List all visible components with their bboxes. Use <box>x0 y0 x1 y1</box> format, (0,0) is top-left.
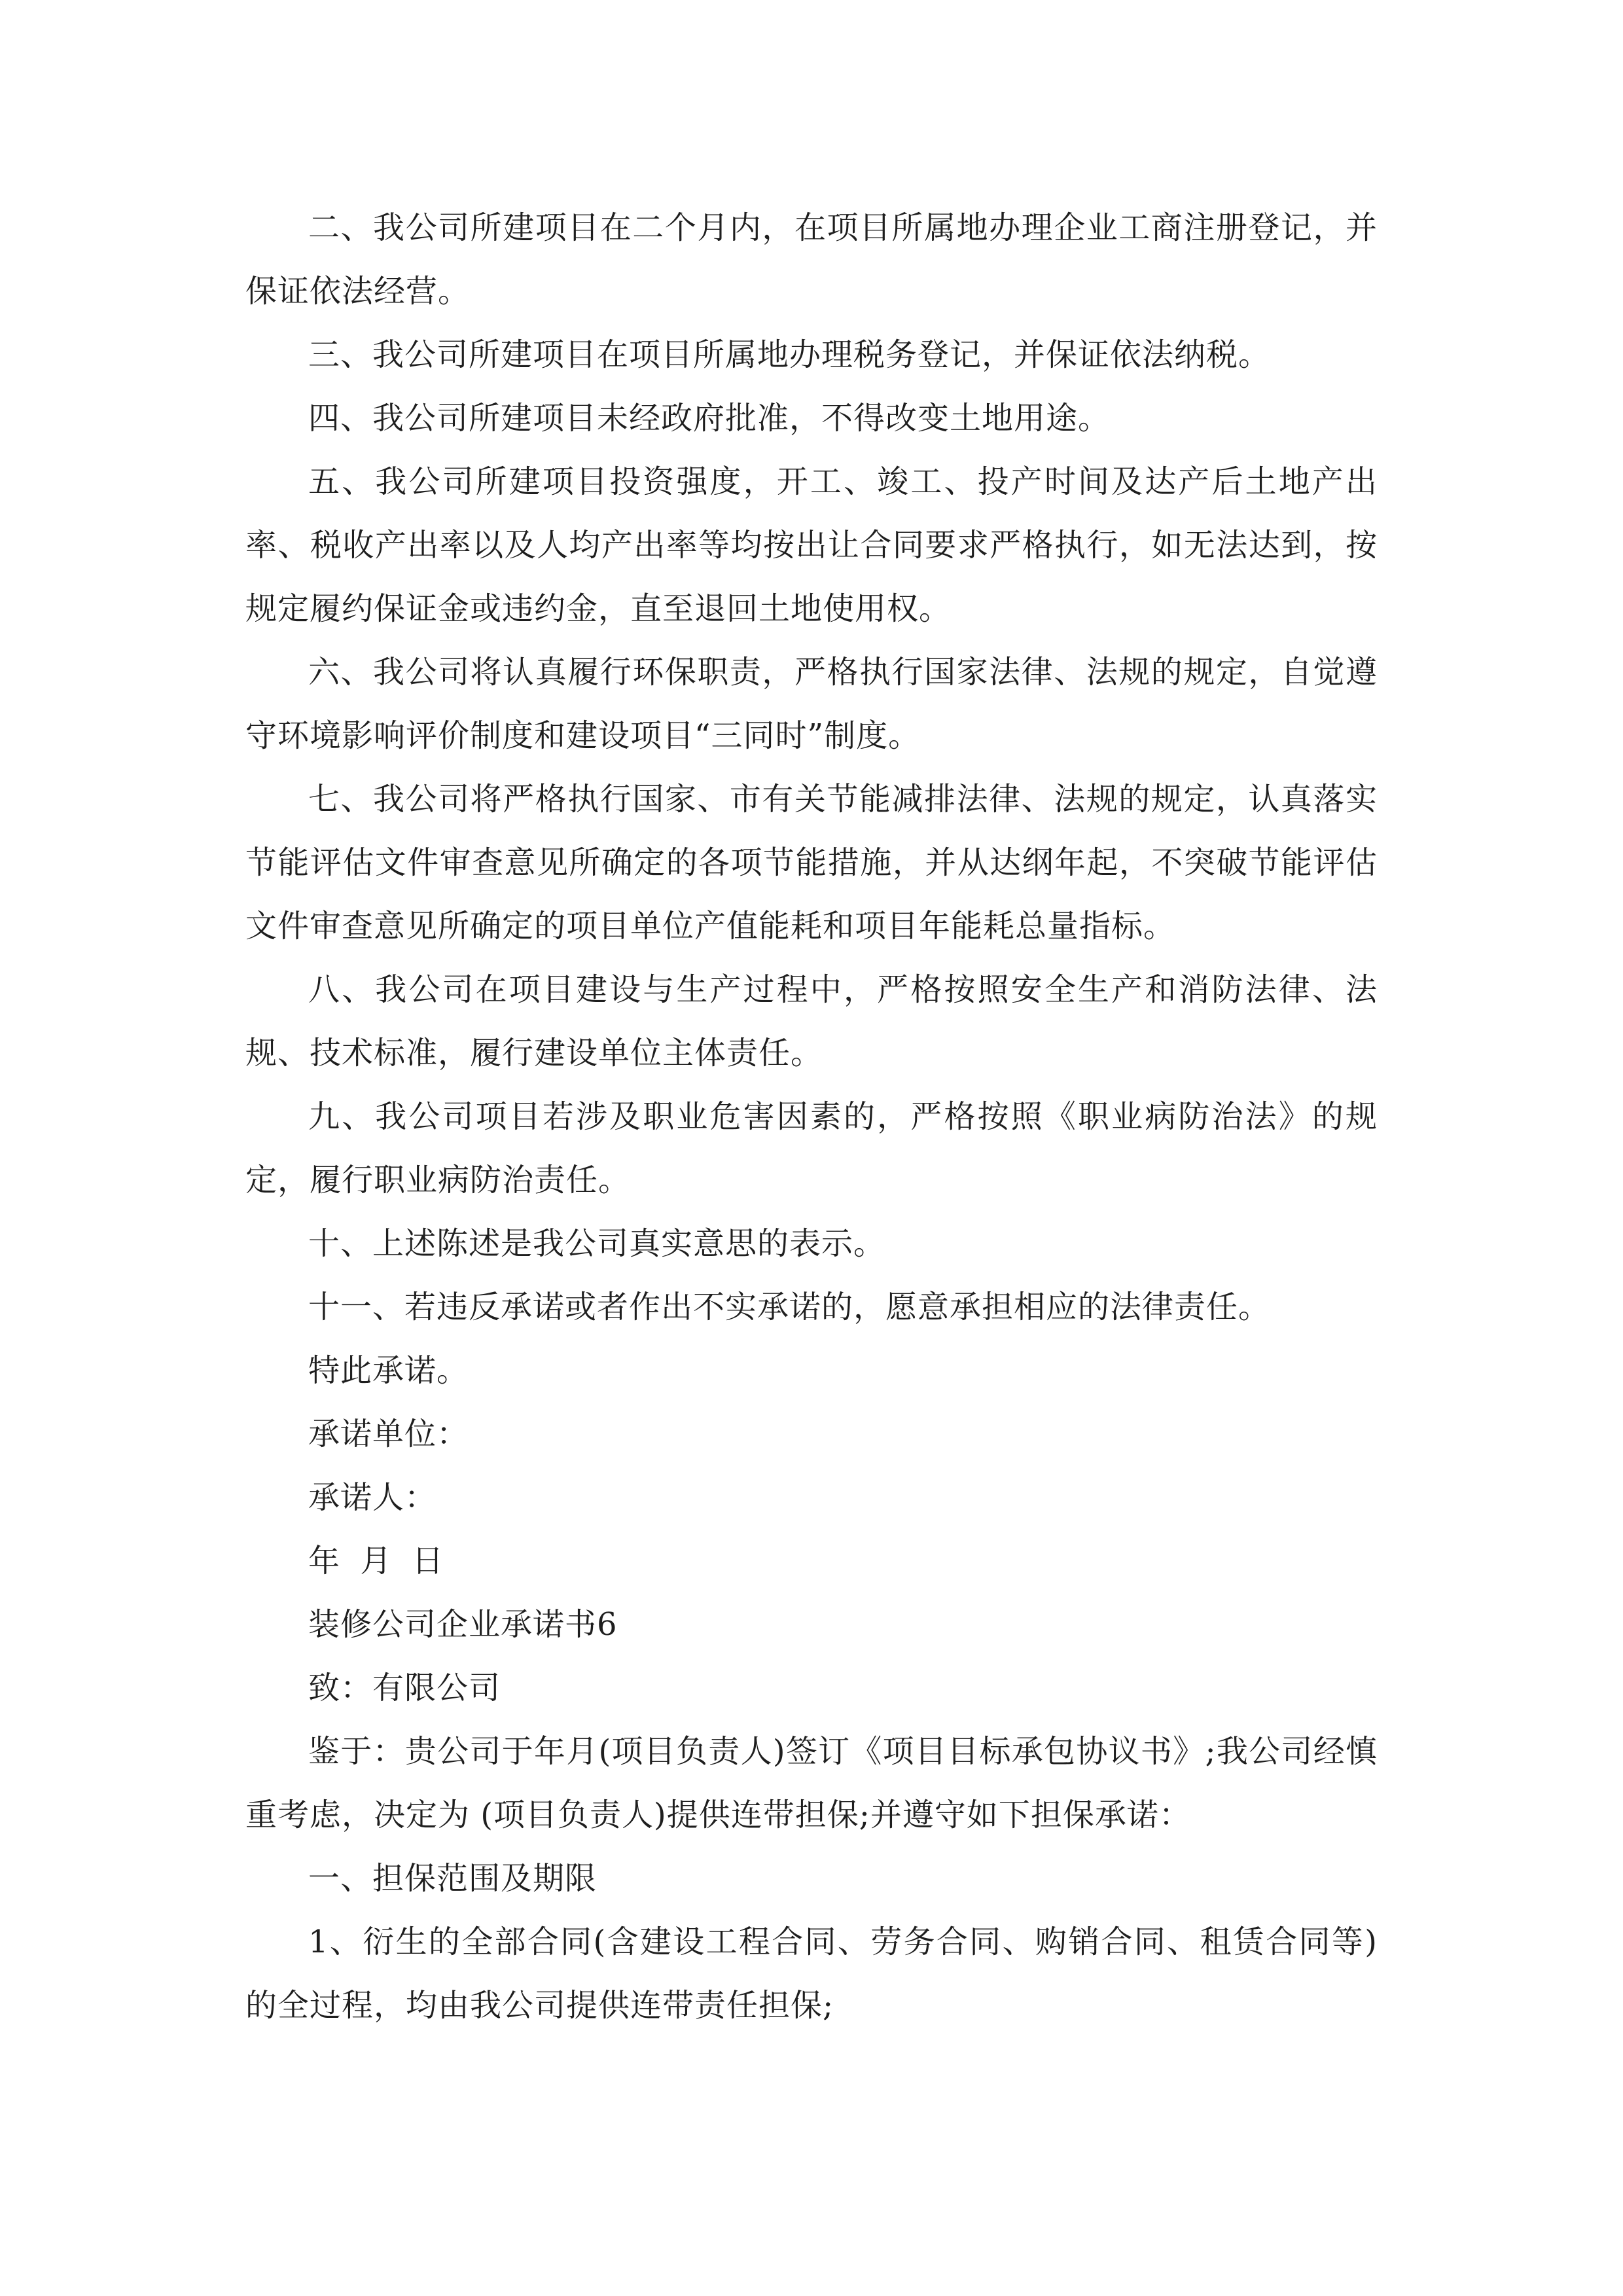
paragraph-item-1: 1、衍生的全部合同(含建设工程合同、劳务合同、购销合同、租赁合同等)的全过程，均由我公司提供连带责任担保; <box>245 1924 1378 2024</box>
paragraph-clause-7: 七、我公司将严格执行国家、市有关节能减排法律、法规的规定，认真落实节能评估文件审查意见所确定的各项节能措施，并从达纲年起，不突破节能评估文件审查意见所确定的项目单位产值能耗和项目年能耗总量指标。 <box>245 781 1378 944</box>
paragraph-clause-3: 三、我公司所建项目在项目所属地办理税务登记，并保证依法纳税。 <box>308 336 1271 373</box>
paragraph-preamble: 鉴于：贵公司于年月(项目负责人)签订《项目目标承包协议书》;我公司经慎重考虑，决定为 (项目负责人)提供连带担保;并遵守如下担保承诺： <box>245 1733 1378 1833</box>
document-body <box>245 196 1378 2037</box>
date-line: 年 月 日 <box>308 1543 444 1579</box>
paragraph-clause-8: 八、我公司在项目建设与生产过程中，严格按照安全生产和消防法律、法规、技术标准，履行建设单位主体责任。 <box>245 971 1378 1071</box>
paragraph-clause-11: 十一、若违反承诺或者作出不实承诺的，愿意承担相应的法律责任。 <box>308 1289 1271 1325</box>
paragraph-clause-6: 六、我公司将认真履行环保职责，严格执行国家法律、法规的规定，自觉遵守环境影响评价制度和建设项目“三同时”制度。 <box>245 654 1378 754</box>
paragraph-clause-9: 九、我公司项目若涉及职业危害因素的，严格按照《职业病防治法》的规定，履行职业病防治责任。 <box>245 1098 1378 1198</box>
paragraph-clause-10: 十、上述陈述是我公司真实意思的表示。 <box>308 1225 886 1262</box>
paragraph-clause-4: 四、我公司所建项目未经政府批准，不得改变土地用途。 <box>308 400 1111 437</box>
closing-statement: 特此承诺。 <box>308 1352 469 1389</box>
heading-guarantee-scope: 一、担保范围及期限 <box>308 1860 597 1897</box>
paragraph-clause-5: 五、我公司所建项目投资强度，开工、竣工、投产时间及达产后土地产出率、税收产出率以及人均产出率等均按出让合同要求严格执行，如无法达到，按规定履约保证金或违约金，直至退回土地使用权。 <box>245 463 1378 627</box>
paragraph-clause-2: 二、我公司所建项目在二个月内，在项目所属地办理企业工商注册登记，并保证依法经营。 <box>245 209 1378 310</box>
section-title: 装修公司企业承诺书6 <box>308 1606 618 1643</box>
signatory-unit-label: 承诺单位： <box>308 1416 469 1452</box>
addressee-line: 致：有限公司 <box>308 1670 501 1706</box>
signatory-person-label: 承诺人： <box>308 1479 437 1516</box>
